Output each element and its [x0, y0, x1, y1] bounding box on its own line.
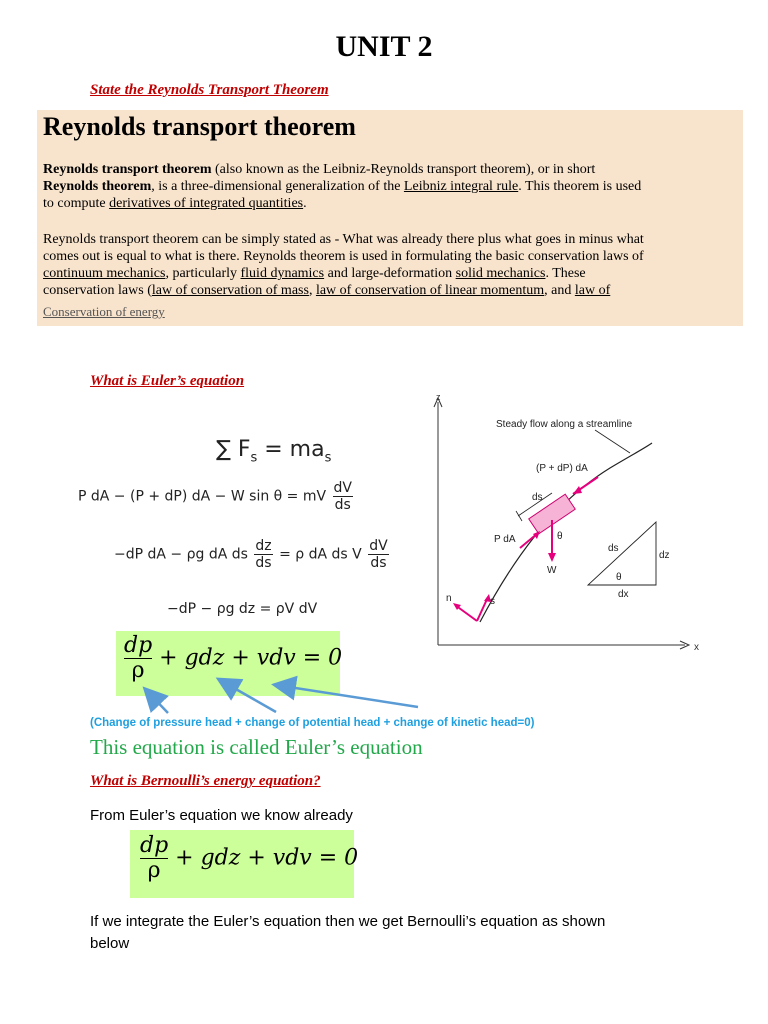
eq-sub: s [324, 450, 332, 466]
link-derivatives[interactable]: derivatives of integrated quantities [109, 196, 304, 211]
link-conservation-energy[interactable]: Conservation of energy [43, 304, 165, 319]
link-conservation-mass[interactable]: law of conservation of mass [151, 283, 309, 298]
frac-den: ρ [147, 858, 161, 883]
rtt-text: to compute [43, 196, 110, 211]
rtt-text: Reynolds transport theorem can be simply stated as - What was already there plus what goes in minus what [43, 232, 644, 247]
bernoulli-intro: From Euler’s equation we know already [90, 807, 353, 824]
fraction [124, 634, 152, 683]
rtt-paragraph-2 [43, 231, 743, 299]
eq-text: P dA − (P + dP) dA − W sin θ = mV [78, 488, 327, 505]
rtt-question: State the Reynolds Transport Theorem [90, 82, 329, 98]
equation-sum-forces [216, 437, 331, 465]
force-label-top: (P + dP) dA [536, 463, 588, 474]
frac-num: dV [369, 538, 388, 554]
triangle-dx-label: dx [618, 589, 629, 600]
bernoulli-line-2: below [90, 935, 130, 952]
theta-label: θ [557, 531, 563, 542]
axis-z-label: z [436, 392, 441, 402]
n-label: n [446, 593, 452, 604]
head-explanation-note: (Change of pressure head + change of potential head + change of kinetic head=0) [90, 717, 535, 729]
ds-label: ds [532, 492, 543, 503]
triangle-dz-label: dz [659, 550, 670, 561]
axis-x-label: x [694, 642, 699, 653]
frac-den: ρ [131, 658, 145, 683]
rtt-text: , particularly [165, 266, 241, 281]
equation-mass-substitution [114, 538, 391, 571]
euler-equation-box [116, 631, 343, 696]
rtt-term: Reynolds transport theorem [43, 162, 212, 177]
euler-statement: This equation is called Euler’s equation [90, 735, 423, 759]
frac-num: dV [333, 480, 352, 496]
link-leibniz-rule[interactable]: Leibniz integral rule [403, 179, 519, 194]
bernoulli-line-1: If we integrate the Euler’s equation then we get Bernoulli’s equation as shown [90, 913, 606, 930]
rtt-text: . These [545, 266, 586, 281]
rtt-text: . This theorem is used [518, 179, 642, 194]
rtt-text: conservation laws ( [43, 283, 152, 298]
triangle-ds-label: ds [608, 543, 619, 554]
rtt-text: comes out is equal to what is there. Reynolds theorem is used in formulating the basic conservation laws of [43, 249, 644, 264]
rtt-text: , is a three-dimensional generalization of the [151, 179, 404, 194]
link-fluid-dynamics[interactable]: fluid dynamics [240, 266, 325, 281]
rtt-text: . [303, 196, 307, 211]
rtt-text: , and [544, 283, 575, 298]
eq-text: + gdz + vdv = 0 [175, 845, 359, 871]
fraction [140, 834, 168, 883]
euler-equation-box-repeat [130, 830, 359, 898]
frac-den: ds [255, 555, 272, 571]
diagram-caption: Steady flow along a streamline [496, 419, 633, 430]
frac-num: dp [140, 833, 169, 858]
eq-text: = ρ dA ds V [279, 546, 362, 563]
equation-simplified: −dP − ρg dz = ρV dV [167, 601, 318, 617]
link-law-of[interactable]: law of [574, 283, 611, 298]
rtt-term: Reynolds theorem [43, 179, 152, 194]
eq-text: + gdz + vdv = 0 [159, 645, 343, 671]
rtt-text: (also known as the Leibniz-Reynolds transport theorem), or in short [211, 162, 596, 177]
s-label: s [490, 596, 495, 607]
rtt-heading: Reynolds transport theorem [43, 112, 356, 141]
link-solid-mechanics[interactable]: solid mechanics [455, 266, 546, 281]
equation-force-balance [78, 480, 355, 513]
euler-question: What is Euler’s equation [90, 373, 245, 389]
slope-triangle [588, 522, 656, 585]
fraction [333, 480, 353, 513]
eq-text: −dP dA − ρg dA ds [114, 546, 248, 563]
triangle-theta-label: θ [616, 572, 622, 583]
frac-num: dz [255, 538, 272, 554]
fraction [368, 538, 388, 571]
rtt-text: and large-deformation [324, 266, 456, 281]
eq-text: = ma [257, 437, 325, 462]
euler-equation [124, 634, 342, 683]
rtt-paragraph-1 [43, 161, 743, 212]
rtt-text: , [308, 283, 316, 298]
link-conservation-momentum[interactable]: law of conservation of linear momentum [315, 283, 545, 298]
page-title: UNIT 2 [335, 30, 433, 63]
fraction [254, 538, 272, 571]
frac-num: dp [124, 633, 153, 658]
frac-den: ds [370, 555, 387, 571]
streamline-diagram [430, 390, 710, 660]
euler-equation-repeat [140, 834, 358, 883]
bernoulli-question: What is Bernoulli’s energy equation? [90, 773, 321, 789]
weight-label: W [547, 565, 557, 576]
frac-den: ds [334, 497, 351, 513]
eq-text: ∑ F [216, 437, 251, 462]
eq-sub: s [250, 450, 258, 466]
pda-label: P dA [494, 534, 516, 545]
link-continuum-mechanics[interactable]: continuum mechanics [43, 266, 166, 281]
